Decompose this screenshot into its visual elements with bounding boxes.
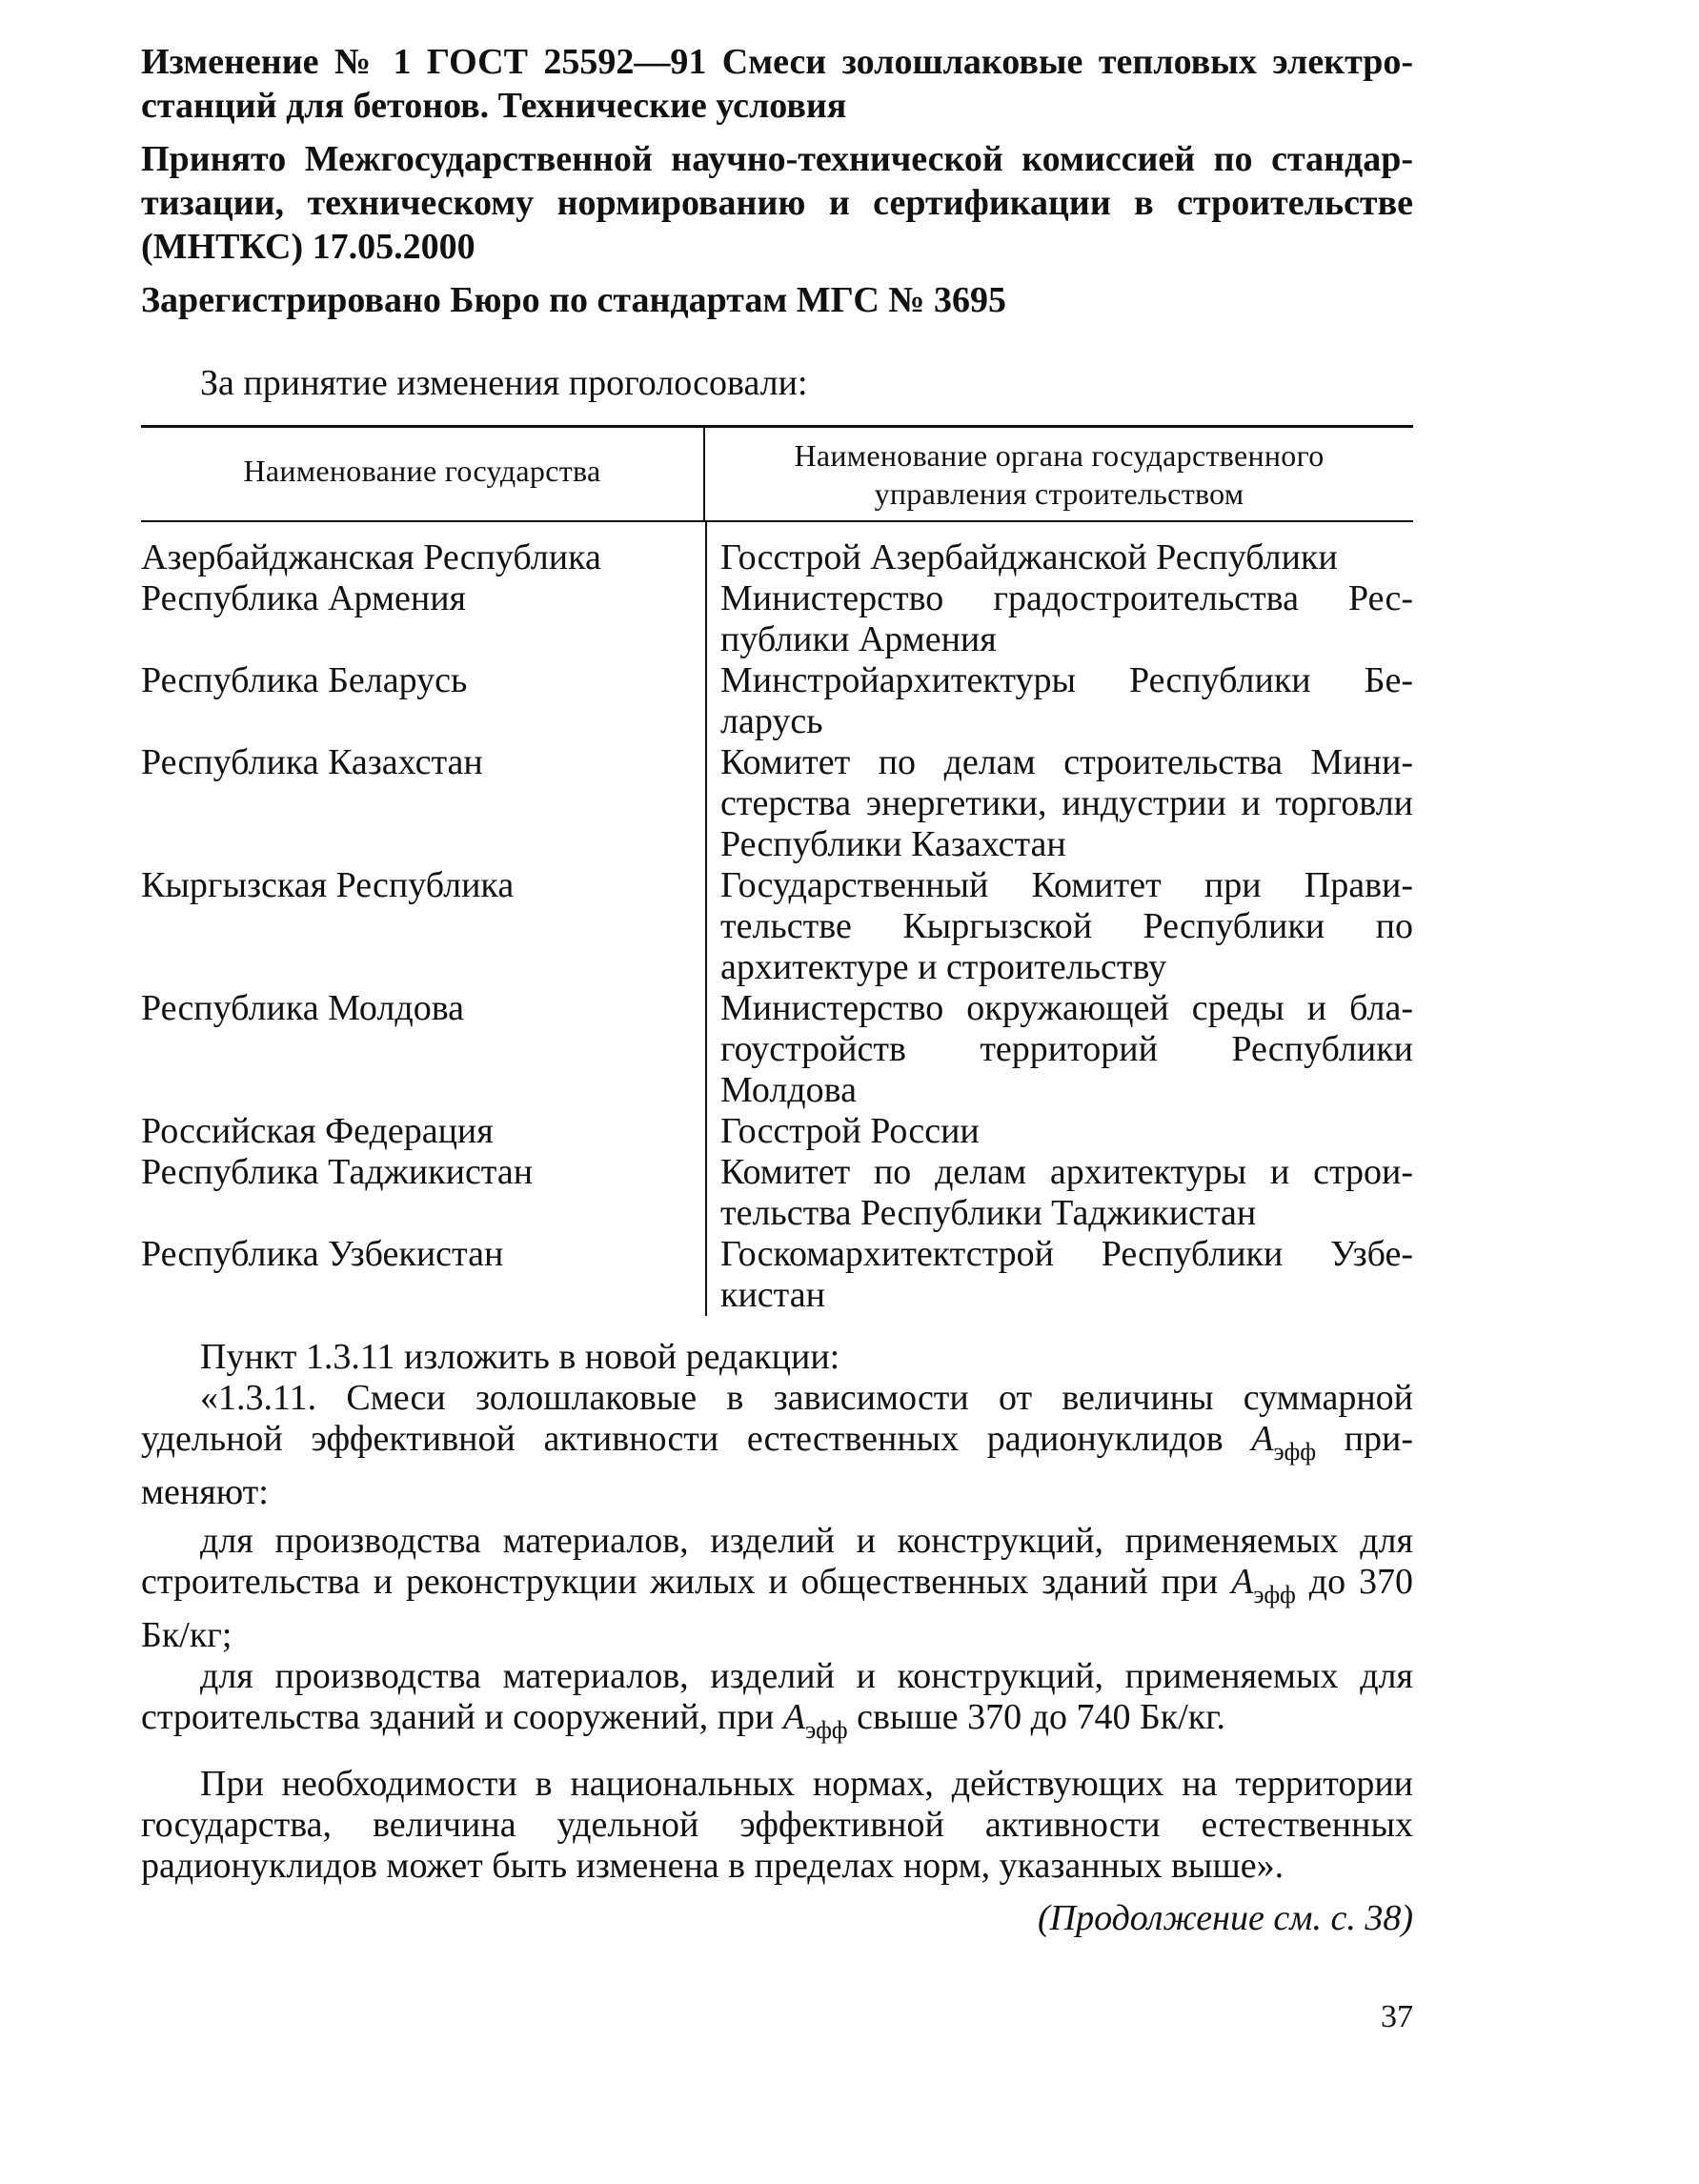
continuation-note: (Продолжение см. с. 38) bbox=[1037, 1898, 1413, 1938]
text-fragment: до 370 Бк/кг; bbox=[141, 1562, 1413, 1655]
table-header bbox=[141, 428, 1413, 522]
page-number: 37 bbox=[1381, 1999, 1413, 2034]
activity-symbol: $A_{эфф}$ bbox=[782, 1697, 848, 1744]
table-row bbox=[141, 660, 1413, 742]
state-cell: Республика Армения bbox=[141, 578, 467, 618]
body-cell: Министерство окружающей среды и благоустройств территорий Республики Молдова bbox=[720, 988, 1413, 1110]
table-row bbox=[141, 988, 1413, 1111]
activity-subscript: эфф bbox=[1273, 1438, 1317, 1466]
table-row bbox=[141, 1234, 1413, 1316]
column-header-state: Наименование государства bbox=[141, 428, 705, 520]
document-title: Изменение № 1 ГОСТ 25592—91 Смеси золошлаковые тепловых электростанций для бетонов. Технические условия bbox=[141, 42, 1413, 126]
amendment-text bbox=[141, 1337, 1413, 1887]
body-cell: Госкомархитектстрой Республики Узбекистан bbox=[720, 1234, 1413, 1315]
table-row bbox=[141, 742, 1413, 865]
activity-symbol: $A_{эфф}$ bbox=[1251, 1419, 1317, 1466]
paragraph-clause-intro: Пункт 1.3.11 изложить в новой редакции: bbox=[200, 1337, 840, 1377]
document-page bbox=[141, 40, 1413, 1939]
paragraph-buildings bbox=[141, 1656, 1413, 1750]
state-cell: Республика Узбекистан bbox=[141, 1234, 504, 1274]
body-cell: Комитет по делам архитектуры и строительства Республики Таджикистан bbox=[720, 1152, 1413, 1233]
table-row bbox=[141, 1152, 1413, 1234]
table-row bbox=[141, 578, 1413, 660]
paragraph-clause-1-3-11 bbox=[141, 1378, 1413, 1513]
state-cell: Республика Казахстан bbox=[141, 742, 483, 782]
activity-symbol: $A_{эфф}$ bbox=[1231, 1562, 1296, 1608]
paragraph-national-norms: При необходимости в национальных нормах, действующих на территории государства, величина удельной эффективной активности естественных радионуклидов может быть изменена в пределах норм, указанных выше». bbox=[141, 1764, 1413, 1886]
text-fragment: для производства материалов, изделий и конструкций, применяемых для строительства зданий и сооружений, при bbox=[141, 1656, 1413, 1737]
body-cell: Госстрой Азербайджанской Республики bbox=[720, 537, 1338, 577]
state-cell: Республика Таджикистан bbox=[141, 1152, 534, 1192]
activity-subscript: эфф bbox=[1253, 1581, 1296, 1608]
state-cell: Российская Федерация bbox=[141, 1111, 494, 1151]
body-cell: Министерство градостроительства Республики Армения bbox=[720, 578, 1413, 659]
paragraph-residential bbox=[141, 1521, 1413, 1656]
table-row bbox=[141, 1111, 1413, 1152]
table-body bbox=[141, 522, 1413, 1316]
registration-statement: Зарегистрировано Бюро по стандартам МГС № 3695 bbox=[141, 280, 1006, 320]
state-cell: Республика Молдова bbox=[141, 988, 465, 1028]
table-row bbox=[141, 865, 1413, 988]
body-cell: Минстройархитектуры Республики Беларусь bbox=[720, 660, 1413, 741]
state-cell: Азербайджанская Республика bbox=[141, 537, 601, 577]
table-row bbox=[141, 537, 1413, 578]
body-cell: Комитет по делам строительства Министерства энергетики, индустрии и торговли Республики Казахстан bbox=[720, 742, 1413, 864]
text-fragment: «1.3.11. Смеси золошлаковые в зависимости от величины суммарной удельной эффективной активности естественных радионуклидов bbox=[141, 1378, 1413, 1459]
state-cell: Республика Беларусь bbox=[141, 660, 468, 700]
activity-subscript: эфф bbox=[805, 1716, 848, 1744]
text-fragment: для производства материалов, изделий и конструкций, применяемых для строительства и реконструкции жилых и общественных зданий при bbox=[141, 1521, 1413, 1602]
voting-intro: За принятие изменения проголосовали: bbox=[200, 363, 808, 403]
adoption-statement: Принято Межгосударственной научно-технической комиссией по стандартизации, техническому нормированию и сертификации в строительстве (МНТКС) 17.05.2000 bbox=[141, 139, 1413, 267]
body-cell: Государственный Комитет при Правительстве Кыргызской Республики по архитектуре и строительству bbox=[720, 865, 1413, 987]
text-fragment: применяют: bbox=[141, 1419, 1413, 1512]
voting-table bbox=[141, 425, 1413, 1316]
state-cell: Кыргызская Республика bbox=[141, 865, 515, 905]
column-header-body: Наименование органа государственного управления строительством bbox=[794, 437, 1325, 511]
column-divider bbox=[705, 522, 707, 1316]
text-fragment: свыше 370 до 740 Бк/кг. bbox=[847, 1697, 1226, 1737]
body-cell: Госстрой России bbox=[720, 1111, 980, 1151]
